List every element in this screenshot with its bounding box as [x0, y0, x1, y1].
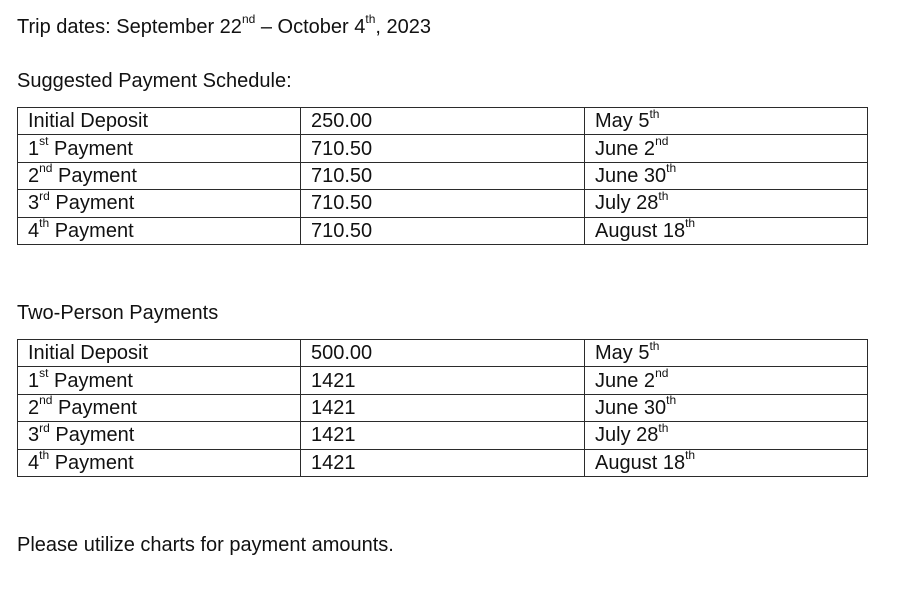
payment-label-rest: Payment [52, 164, 137, 187]
ordinal-suffix: rd [39, 189, 50, 203]
payment-label: 2 [28, 164, 40, 187]
trip-dates-middle: – October 4 [255, 16, 366, 38]
date-ordinal-suffix: th [685, 217, 696, 231]
payment-label-rest: Payment [52, 396, 137, 419]
ordinal-suffix: st [39, 134, 49, 148]
table-row [18, 340, 868, 367]
payment-amount: 500.00 [301, 340, 585, 367]
date-ordinal-suffix: nd [655, 366, 669, 380]
payment-label-cell [18, 217, 301, 244]
payment-amount: 1421 [301, 449, 585, 476]
ordinal-suffix: th [39, 449, 50, 463]
payment-date-cell [585, 217, 868, 244]
ordinal-suffix: nd [39, 394, 53, 408]
date-ordinal-suffix: th [658, 421, 669, 435]
two-person-table [17, 339, 868, 477]
payment-label: Initial Deposit [28, 110, 149, 133]
payment-schedule-body [18, 108, 868, 245]
table-row [18, 190, 868, 217]
trip-end-suffix: th [365, 12, 376, 27]
date-ordinal-suffix: th [666, 162, 677, 176]
payment-label-rest: Payment [49, 192, 135, 215]
payment-date: August 18 [595, 219, 686, 242]
table-row [18, 135, 868, 162]
table-row [18, 108, 868, 135]
payment-label-cell [18, 108, 301, 135]
payment-date: July 28 [595, 424, 659, 447]
payment-label-cell [18, 449, 301, 476]
payment-amount: 250.00 [301, 108, 585, 135]
payment-label-cell [18, 394, 301, 421]
payment-label: 3 [28, 424, 40, 447]
trip-dates-line [17, 12, 431, 39]
date-ordinal-suffix: nd [655, 134, 669, 148]
ordinal-suffix: rd [39, 421, 50, 435]
payment-amount: 1421 [301, 422, 585, 449]
payment-date-cell [585, 190, 868, 217]
date-ordinal-suffix: th [685, 449, 696, 463]
trip-dates-prefix: Trip dates: September 22 [17, 16, 242, 38]
payment-label-cell [18, 190, 301, 217]
payment-label-rest: Payment [49, 451, 134, 474]
schedule-heading: Suggested Payment Schedule: [17, 70, 292, 92]
two-person-body [18, 340, 868, 477]
footer-note: Please utilize charts for payment amounts. [17, 534, 394, 556]
payment-date: July 28 [595, 192, 659, 215]
payment-label-cell [18, 367, 301, 394]
payment-amount: 710.50 [301, 135, 585, 162]
payment-date: August 18 [595, 451, 686, 474]
trip-start-suffix: nd [241, 12, 256, 27]
payment-date-cell [585, 162, 868, 189]
payment-amount: 1421 [301, 367, 585, 394]
trip-dates-year: , 2023 [375, 16, 431, 38]
payment-date: June 2 [595, 369, 656, 392]
table-row [18, 162, 868, 189]
payment-label-cell [18, 340, 301, 367]
table-row [18, 217, 868, 244]
payment-label-rest: Payment [49, 424, 135, 447]
payment-schedule-table [17, 107, 868, 245]
payment-label-rest: Payment [48, 369, 133, 392]
payment-label-rest: Payment [49, 219, 134, 242]
payment-date-cell [585, 135, 868, 162]
table-row [18, 394, 868, 421]
date-ordinal-suffix: th [649, 107, 660, 121]
table-row [18, 422, 868, 449]
table-row [18, 367, 868, 394]
payment-label-cell [18, 135, 301, 162]
payment-label: 2 [28, 396, 40, 419]
date-ordinal-suffix: th [666, 394, 677, 408]
payment-date: June 30 [595, 396, 667, 419]
payment-date-cell [585, 367, 868, 394]
payment-label-rest: Payment [48, 137, 133, 160]
two-person-heading: Two-Person Payments [17, 302, 219, 324]
ordinal-suffix: st [39, 366, 49, 380]
payment-amount: 710.50 [301, 190, 585, 217]
table-row [18, 449, 868, 476]
payment-date-cell [585, 394, 868, 421]
date-ordinal-suffix: th [649, 339, 660, 353]
payment-label: Initial Deposit [28, 342, 149, 365]
payment-label: 4 [28, 451, 40, 474]
payment-amount: 710.50 [301, 162, 585, 189]
ordinal-suffix: nd [39, 162, 53, 176]
payment-label: 1 [28, 369, 40, 392]
payment-amount: 710.50 [301, 217, 585, 244]
payment-label: 3 [28, 192, 40, 215]
payment-date-cell [585, 422, 868, 449]
payment-label-cell [18, 422, 301, 449]
payment-date: May 5 [595, 110, 650, 133]
payment-date-cell [585, 449, 868, 476]
payment-date: June 30 [595, 164, 667, 187]
payment-label: 4 [28, 219, 40, 242]
payment-date-cell [585, 108, 868, 135]
payment-date: June 2 [595, 137, 656, 160]
payment-label: 1 [28, 137, 40, 160]
payment-date: May 5 [595, 342, 650, 365]
ordinal-suffix: th [39, 217, 50, 231]
payment-amount: 1421 [301, 394, 585, 421]
payment-label-cell [18, 162, 301, 189]
payment-date-cell [585, 340, 868, 367]
date-ordinal-suffix: th [658, 189, 669, 203]
